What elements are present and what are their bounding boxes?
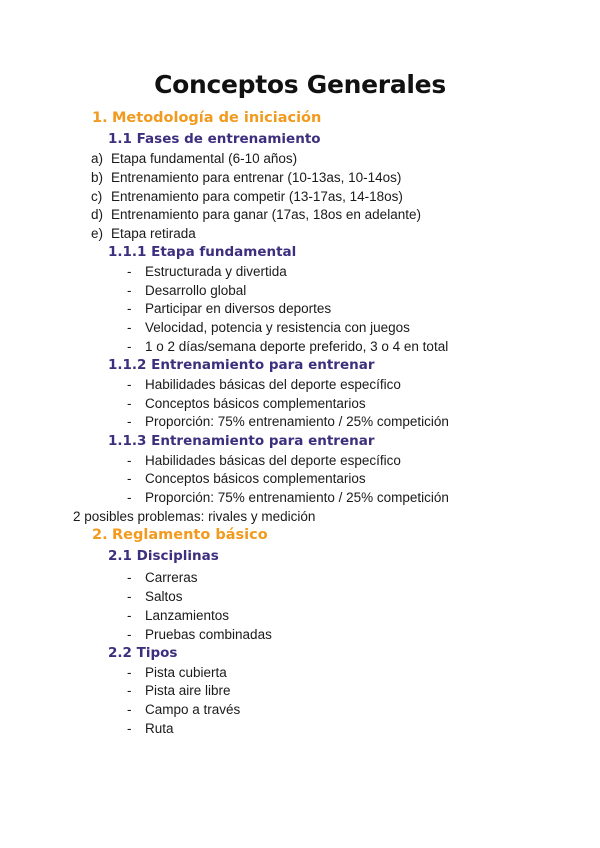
subsection-1-1-2-heading: 1.1.2 Entrenamiento para entrenar (108, 357, 375, 373)
note-text: 2 posibles problemas: rivales y medición (73, 509, 316, 524)
list-item-text: Desarrollo global (145, 283, 247, 298)
dash-marker: - (127, 627, 132, 642)
list-item-text: Entrenamiento para entrenar (10-13as, 10-14os) (111, 170, 402, 185)
list-item (127, 453, 401, 468)
list-item-text: Entrenamiento para ganar (17as, 18os en adelante) (111, 207, 421, 222)
subsection-2-1-heading: 2.1 Disciplinas (108, 548, 219, 564)
list-item (127, 339, 448, 354)
list-item-text: Proporción: 75% entrenamiento / 25% competición (145, 490, 449, 505)
list-item (127, 589, 183, 604)
list-item-text: Conceptos básicos complementarios (145, 396, 366, 411)
list-item (127, 721, 174, 736)
list-item-text: Etapa retirada (111, 226, 196, 241)
list-item-text: Carreras (145, 570, 198, 585)
list-item (127, 608, 229, 623)
list-item-text: Habilidades básicas del deporte específico (145, 453, 401, 468)
dash-marker: - (127, 471, 132, 486)
list-item (127, 683, 231, 698)
dash-marker: - (127, 721, 132, 736)
dash-marker: - (127, 301, 132, 316)
list-marker: d) (91, 207, 104, 222)
list-item (127, 414, 449, 429)
list-item-text: Saltos (145, 589, 183, 604)
dash-marker: - (127, 264, 132, 279)
list-item (127, 301, 331, 316)
section-1-label: Metodología de iniciación (112, 110, 322, 126)
list-item (127, 570, 198, 585)
section-1-heading (92, 110, 321, 126)
dash-marker: - (127, 683, 132, 698)
subsection-1-1-3-heading: 1.1.3 Entrenamiento para entrenar (108, 433, 375, 449)
subsection-1-1-heading: 1.1 Fases de entrenamiento (108, 131, 321, 147)
list-item-text: Etapa fundamental (6-10 años) (111, 151, 298, 166)
dash-marker: - (127, 414, 132, 429)
dash-marker: - (127, 339, 132, 354)
list-item (91, 226, 196, 241)
list-item (127, 490, 449, 505)
list-item-text: Participar en diversos deportes (145, 301, 332, 316)
list-item (127, 377, 401, 392)
list-item (127, 396, 366, 411)
list-item-text: Pista aire libre (145, 683, 231, 698)
section-1-number: 1. (92, 110, 108, 126)
section-2-label: Reglamento básico (112, 527, 268, 543)
list-item-text: Entrenamiento para competir (13-17as, 14-18os) (111, 189, 403, 204)
list-item-text: Ruta (145, 721, 174, 736)
list-item (91, 189, 403, 204)
list-item-text: Estructurada y divertida (145, 264, 287, 279)
list-marker: c) (91, 189, 103, 204)
dash-marker: - (127, 589, 132, 604)
section-2-heading (92, 527, 268, 543)
page-title: Conceptos Generales (154, 70, 446, 99)
section-2-number: 2. (92, 527, 108, 543)
dash-marker: - (127, 490, 132, 505)
list-item-text: Conceptos básicos complementarios (145, 471, 366, 486)
list-item (127, 665, 227, 680)
subsection-2-2-heading: 2.2 Tipos (108, 645, 178, 661)
list-item-text: Campo a través (145, 702, 241, 717)
list-marker: e) (91, 226, 104, 241)
list-item (127, 471, 366, 486)
subsection-1-1-1-heading: 1.1.1 Etapa fundamental (108, 244, 297, 260)
dash-marker: - (127, 702, 132, 717)
list-item (91, 151, 297, 166)
list-item (127, 702, 240, 717)
list-item (91, 170, 401, 185)
list-item-text: Pruebas combinadas (145, 627, 272, 642)
dash-marker: - (127, 377, 132, 392)
list-item-text: Pista cubierta (145, 665, 227, 680)
list-item (127, 320, 410, 335)
list-item-text: 1 o 2 días/semana deporte preferido, 3 o 4 en total (145, 339, 449, 354)
dash-marker: - (127, 570, 132, 585)
list-item (91, 207, 421, 222)
dash-marker: - (127, 665, 132, 680)
dash-marker: - (127, 320, 132, 335)
list-item (127, 283, 246, 298)
list-item-text: Lanzamientos (145, 608, 230, 623)
dash-marker: - (127, 396, 132, 411)
list-item-text: Velocidad, potencia y resistencia con juegos (145, 320, 410, 335)
list-item (127, 264, 287, 279)
list-item-text: Habilidades básicas del deporte específico (145, 377, 401, 392)
list-item (127, 627, 272, 642)
dash-marker: - (127, 608, 132, 623)
list-marker: a) (91, 151, 104, 166)
dash-marker: - (127, 283, 132, 298)
list-marker: b) (91, 170, 104, 185)
dash-marker: - (127, 453, 132, 468)
list-item-text: Proporción: 75% entrenamiento / 25% competición (145, 414, 449, 429)
